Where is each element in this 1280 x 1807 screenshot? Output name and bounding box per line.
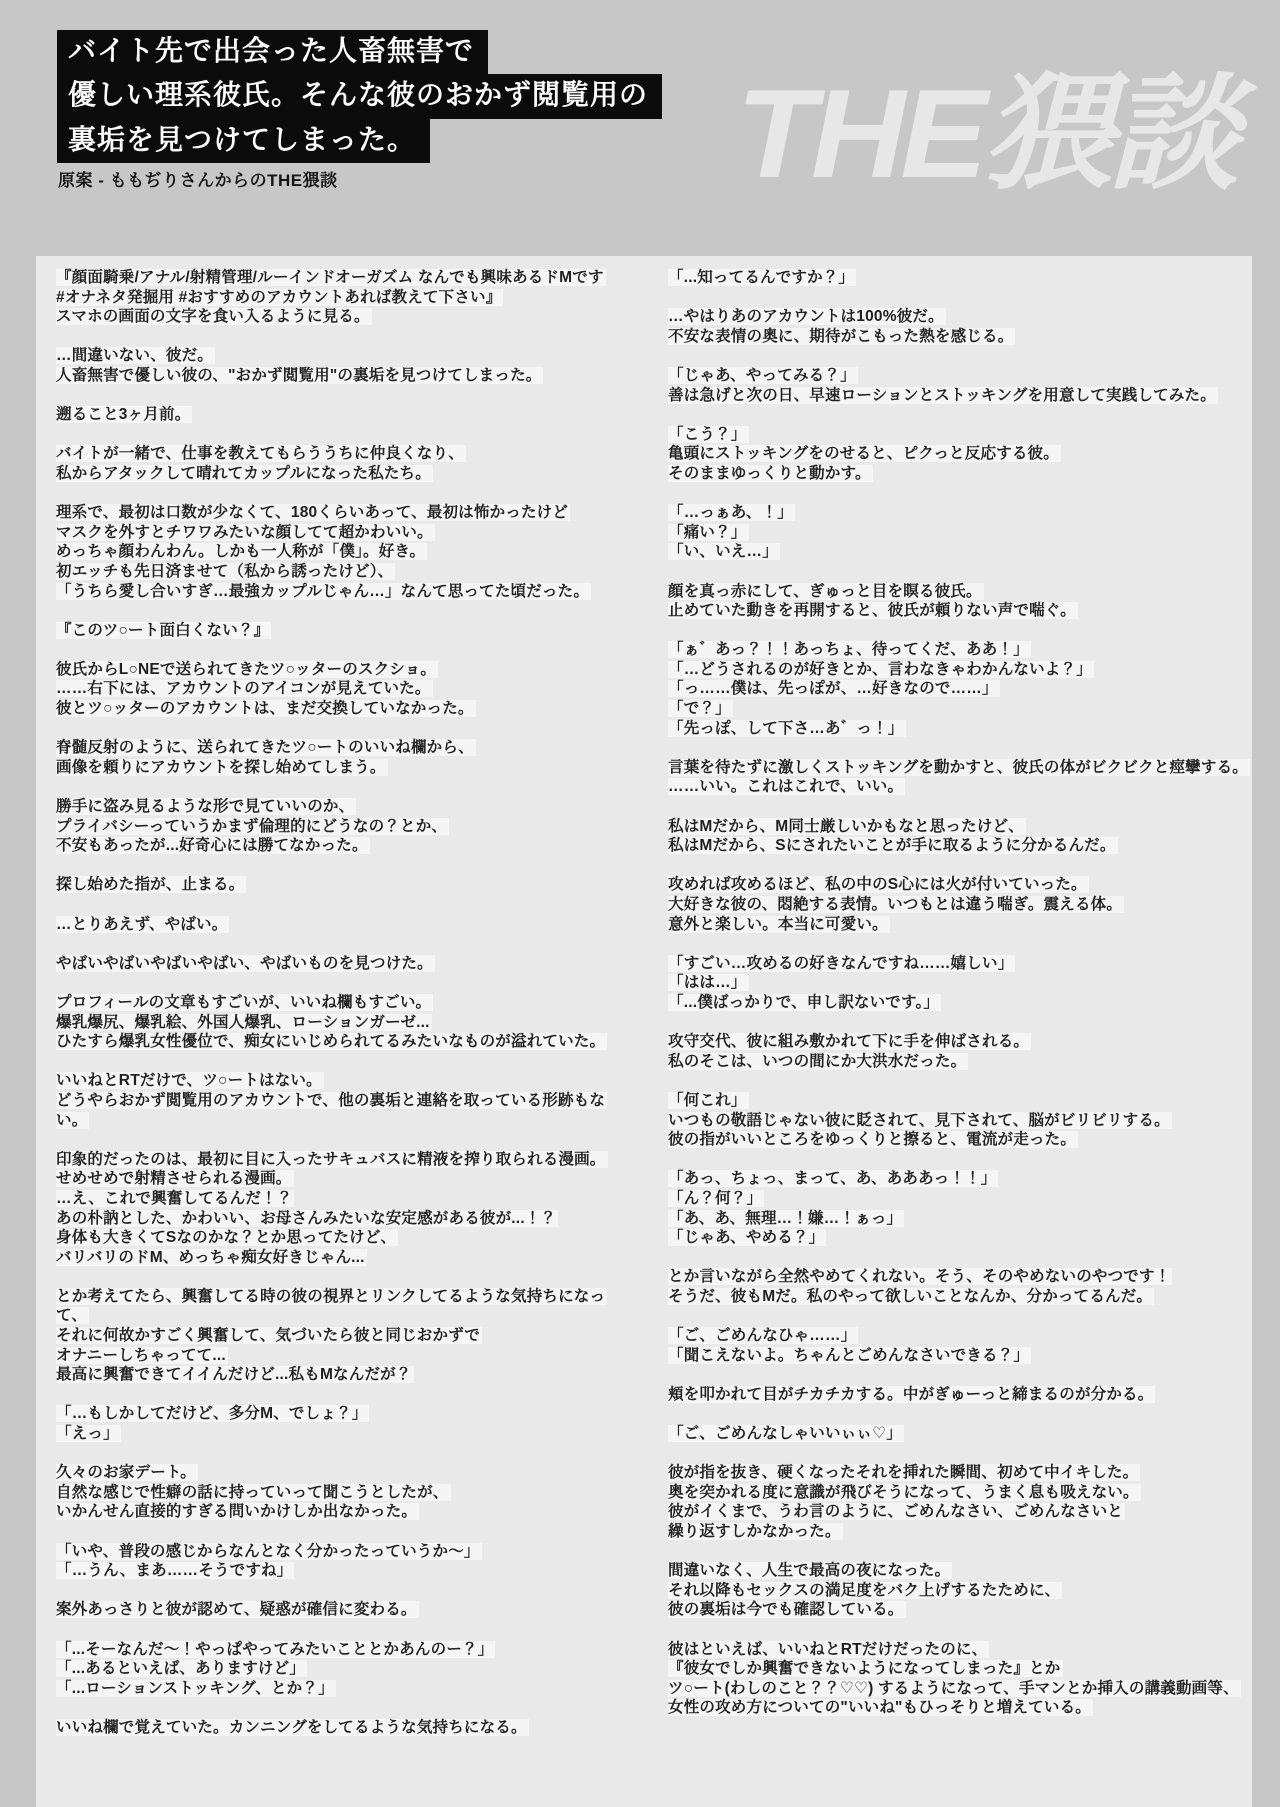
paragraph	[56, 346, 636, 385]
text-line: 大好きな彼の、悶絶する表情。いつもとは違う喘ぎ。震える体。	[668, 896, 1123, 913]
paragraph	[56, 1542, 636, 1581]
paragraph	[668, 1561, 1254, 1620]
text-line: 奥を突かれる度に意識が飛びそうになって、うまく息も吸えない。	[668, 1483, 1139, 1501]
paragraph	[668, 875, 1254, 934]
text-line: 『このツ○ート面白くない？』	[56, 621, 270, 639]
paragraph	[56, 738, 636, 777]
text-line: 女性の攻め方についての"いいね"もひっそりと増えている。	[668, 1699, 1091, 1717]
text-line: ……いい。これはこれで、いい。	[668, 778, 904, 796]
text-line: 彼はといえば、いいねとRTだけだったのに、	[668, 1640, 988, 1658]
text-line: 「ぁ゛あっ？！！あっちょ、待ってくだ、ああ！」	[668, 641, 1029, 659]
text-line: いいねとRTだけで、ツ○ートはない。	[56, 1072, 322, 1090]
text-line: 「...ローションストッキング、とか？」	[56, 1679, 334, 1697]
paragraph	[56, 1404, 636, 1443]
paragraph	[56, 1640, 636, 1699]
text-line: 言葉を待たずに激しくストッキングを動かすと、彼氏の体がビクビクと痙攣する。	[668, 758, 1248, 776]
text-line: 『彼女でしか興奮できないようになってしまった』とか	[668, 1660, 1061, 1678]
text-line: 止めていた動きを再開すると、彼氏が頼りない声で喘ぐ。	[668, 602, 1076, 620]
paragraph	[56, 954, 636, 974]
text-line: 最高に興奮できてイイんだけど...私もMなんだが？	[56, 1366, 412, 1384]
text-line: あの朴訥とした、かわいい、お母さんみたいな安定感がある彼が...！？	[56, 1209, 557, 1227]
text-line: ……右下には、アカウントのアイコンが見えていた。	[56, 680, 431, 698]
paragraph	[56, 621, 636, 641]
byline: 原案 - ももぢりさんからのTHE猥談	[58, 171, 338, 190]
text-line: 脊髄反射のように、送られてきたツ○ートのいいね欄から、	[56, 739, 474, 757]
text-line: …間違いない、彼だ。	[56, 347, 214, 365]
text-line: 『顔面騎乗/アナル/射精管理/ルーインドオーガズム なんでも興味あるドMです	[56, 269, 604, 286]
text-line: 「ん？何？」	[668, 1189, 763, 1207]
text-line: 私はMだから、Sにされたいことが手に取るように分かるんだ。	[668, 837, 1116, 855]
text-line: 画像を頼りにアカウントを探し始めてしまう。	[56, 758, 386, 776]
paragraph	[56, 1150, 636, 1268]
paragraph	[668, 503, 1254, 562]
text-line: 「はは…」	[668, 974, 747, 992]
paragraph	[56, 444, 636, 483]
paragraph	[668, 1169, 1254, 1247]
paragraph	[668, 1032, 1254, 1071]
text-line: 私のそこは、いつの間にか大洪水だった。	[668, 1052, 967, 1070]
text-line: やばいやばいやばいやばい、やばいものを見つけた。	[56, 954, 433, 972]
text-line: 自然な感じで性癖の話に持っていって聞こうとしたが、	[56, 1483, 449, 1501]
text-line: …やはりあのアカウントは100%彼だ。	[668, 308, 944, 326]
story-column-right	[668, 268, 1254, 1738]
text-line: 久々のお家デート。	[56, 1464, 196, 1482]
text-line: 「先っぽ、して下さ…あ゛っ！」	[668, 719, 904, 737]
text-line: 「すごい…攻めるの好きなんですね……嬉しい」	[668, 954, 1014, 972]
text-line: 「あっ、ちょっ、まって、あ、あああっ！！」	[668, 1170, 997, 1188]
paragraph	[668, 954, 1254, 1013]
text-line: 「…うん、まあ……そうですね」	[56, 1562, 293, 1580]
text-line: 彼とツ○ッターのアカウントは、まだ交換していなかった。	[56, 700, 474, 718]
paragraph	[668, 1463, 1254, 1541]
page-title	[57, 30, 662, 163]
paragraph	[668, 758, 1254, 797]
paragraph	[56, 993, 636, 1052]
text-line: 理系で、最初は口数が少なくて、180くらいあって、最初は怖かったけど	[56, 504, 569, 522]
text-line: …とりあえず、やばい。	[56, 915, 228, 933]
text-line: 彼の指がいいところをゆっくりと擦ると、電流が走った。	[668, 1131, 1077, 1149]
text-line: 「痛い？」	[668, 523, 747, 541]
text-line: 「えっ」	[56, 1425, 119, 1443]
title-line: バイト先で出会った人畜無害で	[57, 30, 488, 74]
text-line: オナニーしちゃってて...	[56, 1346, 226, 1364]
text-line: 案外あっさりと彼が認めて、疑惑が確信に変わる。	[56, 1601, 417, 1619]
text-line: めっちゃ顔わんわん。しかも一人称が「僕」。好き。	[56, 543, 426, 561]
paragraph	[668, 307, 1254, 346]
text-line: そうだ、彼もMだ。私のやって欲しいことなんか、分かってるんだ。	[668, 1287, 1153, 1305]
title-line: 優しい理系彼氏。そんな彼のおかず閲覧用の	[57, 74, 662, 118]
text-line: 人畜無害で優しい彼の、"おかず閲覧用"の裏垢を見つけてしまった。	[56, 366, 542, 384]
text-line: 不安な表情の奥に、期待がこもった熱を感じる。	[668, 327, 1014, 345]
text-line: ツ○ート(わしのこと？？♡♡) するようになって、手マンとか挿入の講義動画等、	[668, 1679, 1239, 1697]
text-line: 「...僕ばっかりで、申し訳ないです。」	[668, 993, 940, 1011]
text-line: 勝手に盗み見るような形で見ていいのか、	[56, 798, 355, 816]
paragraph	[668, 1385, 1254, 1405]
text-line: 遡ること3ヶ月前。	[56, 406, 191, 424]
text-line: 「...あるといえば、ありますけど」	[56, 1660, 306, 1678]
text-line: 「…っぁあ、！」	[668, 504, 793, 522]
text-line: マスクを外すとチワワみたいな顔してて超かわいい。	[56, 523, 433, 541]
text-line: スマホの画面の文字を食い入るように見る。	[56, 308, 370, 326]
text-line: 「…もしかしてだけど、多分M、でしょ？」	[56, 1405, 368, 1423]
text-line: 「何これ」	[668, 1091, 747, 1109]
text-line: 「っ……僕は、先っぽが、…好きなので……」	[668, 680, 998, 698]
text-line: それに何故かすごく興奮して、気づいたら彼と同じおかずで	[56, 1327, 481, 1345]
paragraph	[56, 915, 636, 935]
paragraph	[56, 1463, 636, 1522]
story-column-left	[56, 268, 636, 1757]
text-line: 「いや、普段の感じからなんとなく分かったっていうか〜」	[56, 1542, 480, 1560]
paragraph	[56, 797, 636, 856]
text-line: とか言いながら全然やめてくれない。そう、そのやめないのやつです！	[668, 1268, 1171, 1286]
text-line: 「聞こえないよ。ちゃんとごめんなさいできる？」	[668, 1346, 1030, 1364]
text-line: 「ご、ごめんなしゃいいぃぃ♡」	[668, 1425, 902, 1443]
paragraph	[56, 1287, 636, 1385]
paragraph	[56, 1718, 636, 1738]
text-line: 頬を叩かれて目がチカチカする。中がぎゅーっと締まるのが分かる。	[668, 1385, 1154, 1403]
text-line: …え、これで興奮してるんだ！？	[56, 1189, 293, 1207]
paragraph	[56, 1600, 636, 1620]
text-line: 「じゃあ、やめる？」	[668, 1229, 825, 1247]
text-line: せめせめで射精させられる漫画。	[56, 1170, 292, 1188]
title-line: 裏垢を見つけてしまった。	[57, 119, 430, 163]
paragraph	[56, 405, 636, 425]
text-line: 「い、いえ…」	[668, 543, 778, 561]
text-line: いつもの敬語じゃない彼に貶されて、見下されて、脳がビリビリする。	[668, 1111, 1170, 1129]
text-line: 初エッチも先日済ませて（私から誘ったけど）、	[56, 562, 394, 580]
text-line: 「…どうされるのが好きとか、言わなきゃわかんないよ？」	[668, 660, 1092, 678]
text-line: ひたすら爆乳女性優位で、痴女にいじめられてるみたいなものが溢れていた。	[56, 1033, 606, 1051]
text-line: 間違いなく、人生で最高の夜になった。	[668, 1562, 951, 1580]
text-line: 私からアタックして晴れてカップルになった私たち。	[56, 464, 431, 482]
paragraph	[668, 582, 1254, 621]
paragraph	[56, 660, 636, 719]
text-line: 「あ、あ、無理…！嫌…！ぁっ」	[668, 1209, 903, 1227]
text-line: いいね欄で覚えていた。カンニングをしてるような気持ちになる。	[56, 1718, 527, 1736]
text-line: 「うちら愛し合いすぎ…最強カップルじゃん…」なんて思ってた頃だった。	[56, 582, 590, 600]
paragraph	[668, 425, 1254, 484]
text-line: それ以降もセックスの満足度をバク上げするたために、	[668, 1581, 1061, 1599]
text-line: #オナネタ発掘用 #おすすめのアカウントあれば教えて下さい』	[56, 288, 502, 306]
text-line: 「...知ってるんですか？」	[668, 269, 855, 286]
text-line: とか考えてたら、興奮してる時の彼の視界とリンクしてるような気持ちになって、	[56, 1287, 606, 1325]
paragraph	[668, 1326, 1254, 1365]
text-line: 善は急げと次の日、早速ローションとストッキングを用意して実践してみた。	[668, 386, 1216, 404]
text-line: プロフィールの文章もすごいが、いいね欄もすごい。	[56, 993, 432, 1011]
text-line: 亀頭にストッキングをのせると、ピクっと反応する彼。	[668, 445, 1059, 463]
text-line: 彼の裏垢は今でも確認している。	[668, 1601, 904, 1619]
text-line: 身体も大きくてSなのかな？とか思ってたけど、	[56, 1229, 397, 1247]
text-line: 意外と楽しい。本当に可愛い。	[668, 915, 888, 933]
text-line: 彼が指を抜き、硬くなったそれを挿れた瞬間、初めて中イキした。	[668, 1464, 1139, 1482]
text-line: どうやらおかず閲覧用のアカウントで、他の裏垢と連絡を取っている形跡もない。	[56, 1091, 606, 1129]
text-line: 攻めれば攻めるほど、私の中のS心には火が付いていった。	[668, 876, 1087, 894]
paragraph	[668, 1424, 1254, 1444]
text-line: 私はMだから、M同士厳しいかもなと思ったけど、	[668, 817, 1024, 835]
text-line: そのままゆっくりと動かす。	[668, 464, 871, 482]
paragraph	[56, 503, 636, 601]
text-line: プライバシーっていうかまず倫理的にどうなの？とか、	[56, 817, 448, 835]
text-line: 攻守交代、彼に組み敷かれて下に手を伸ばされる。	[668, 1033, 1030, 1051]
paragraph	[56, 875, 636, 895]
text-line: 「...そーなんだ〜！やっぱやってみたいこととかあんのー？」	[56, 1640, 494, 1658]
text-line: いかんせん直接的すぎる問いかけしか出なかった。	[56, 1503, 418, 1521]
paragraph	[56, 1071, 636, 1130]
text-line: 彼がイくまで、うわ言のように、ごめんなさい、ごめんなさいと	[668, 1503, 1123, 1521]
paragraph	[668, 366, 1254, 405]
paragraph	[668, 817, 1254, 856]
text-line: 不安もあったが...好奇心には勝てなかった。	[56, 837, 368, 855]
paragraph	[668, 1267, 1254, 1306]
the-waidan-logo: THE猥談	[736, 63, 1235, 204]
text-line: バリバリのドM、めっちゃ痴女好きじゃん...	[56, 1248, 365, 1266]
paragraph	[668, 640, 1254, 738]
text-line: 「で？」	[668, 700, 731, 718]
text-line: 彼氏からL○NEで送られてきたツ○ッターのスクショ。	[56, 660, 437, 678]
paragraph	[668, 1640, 1254, 1718]
text-line: 探し始めた指が、止まる。	[56, 876, 245, 894]
text-line: 「ご、ごめんなひゃ……」	[668, 1327, 857, 1345]
text-line: 「じゃあ、やってみる？」	[668, 366, 856, 384]
text-line: バイトが一緒で、仕事を教えてもらううちに仲良くなり、	[56, 445, 464, 463]
text-line: 「こう？」	[668, 425, 747, 443]
paragraph	[668, 268, 1254, 288]
text-line: 爆乳爆尻、爆乳絵、外国人爆乳、ローションガーゼ...	[56, 1013, 430, 1031]
text-line: 繰り返すしかなかった。	[668, 1523, 841, 1540]
text-line: 印象的だったのは、最初に目に入ったサキュバスに精液を搾り取られる漫画。	[56, 1150, 606, 1168]
paragraph	[56, 268, 636, 327]
text-line: 顔を真っ赤にして、ぎゅっと目を瞑る彼氏。	[668, 582, 982, 600]
paragraph	[668, 1091, 1254, 1150]
